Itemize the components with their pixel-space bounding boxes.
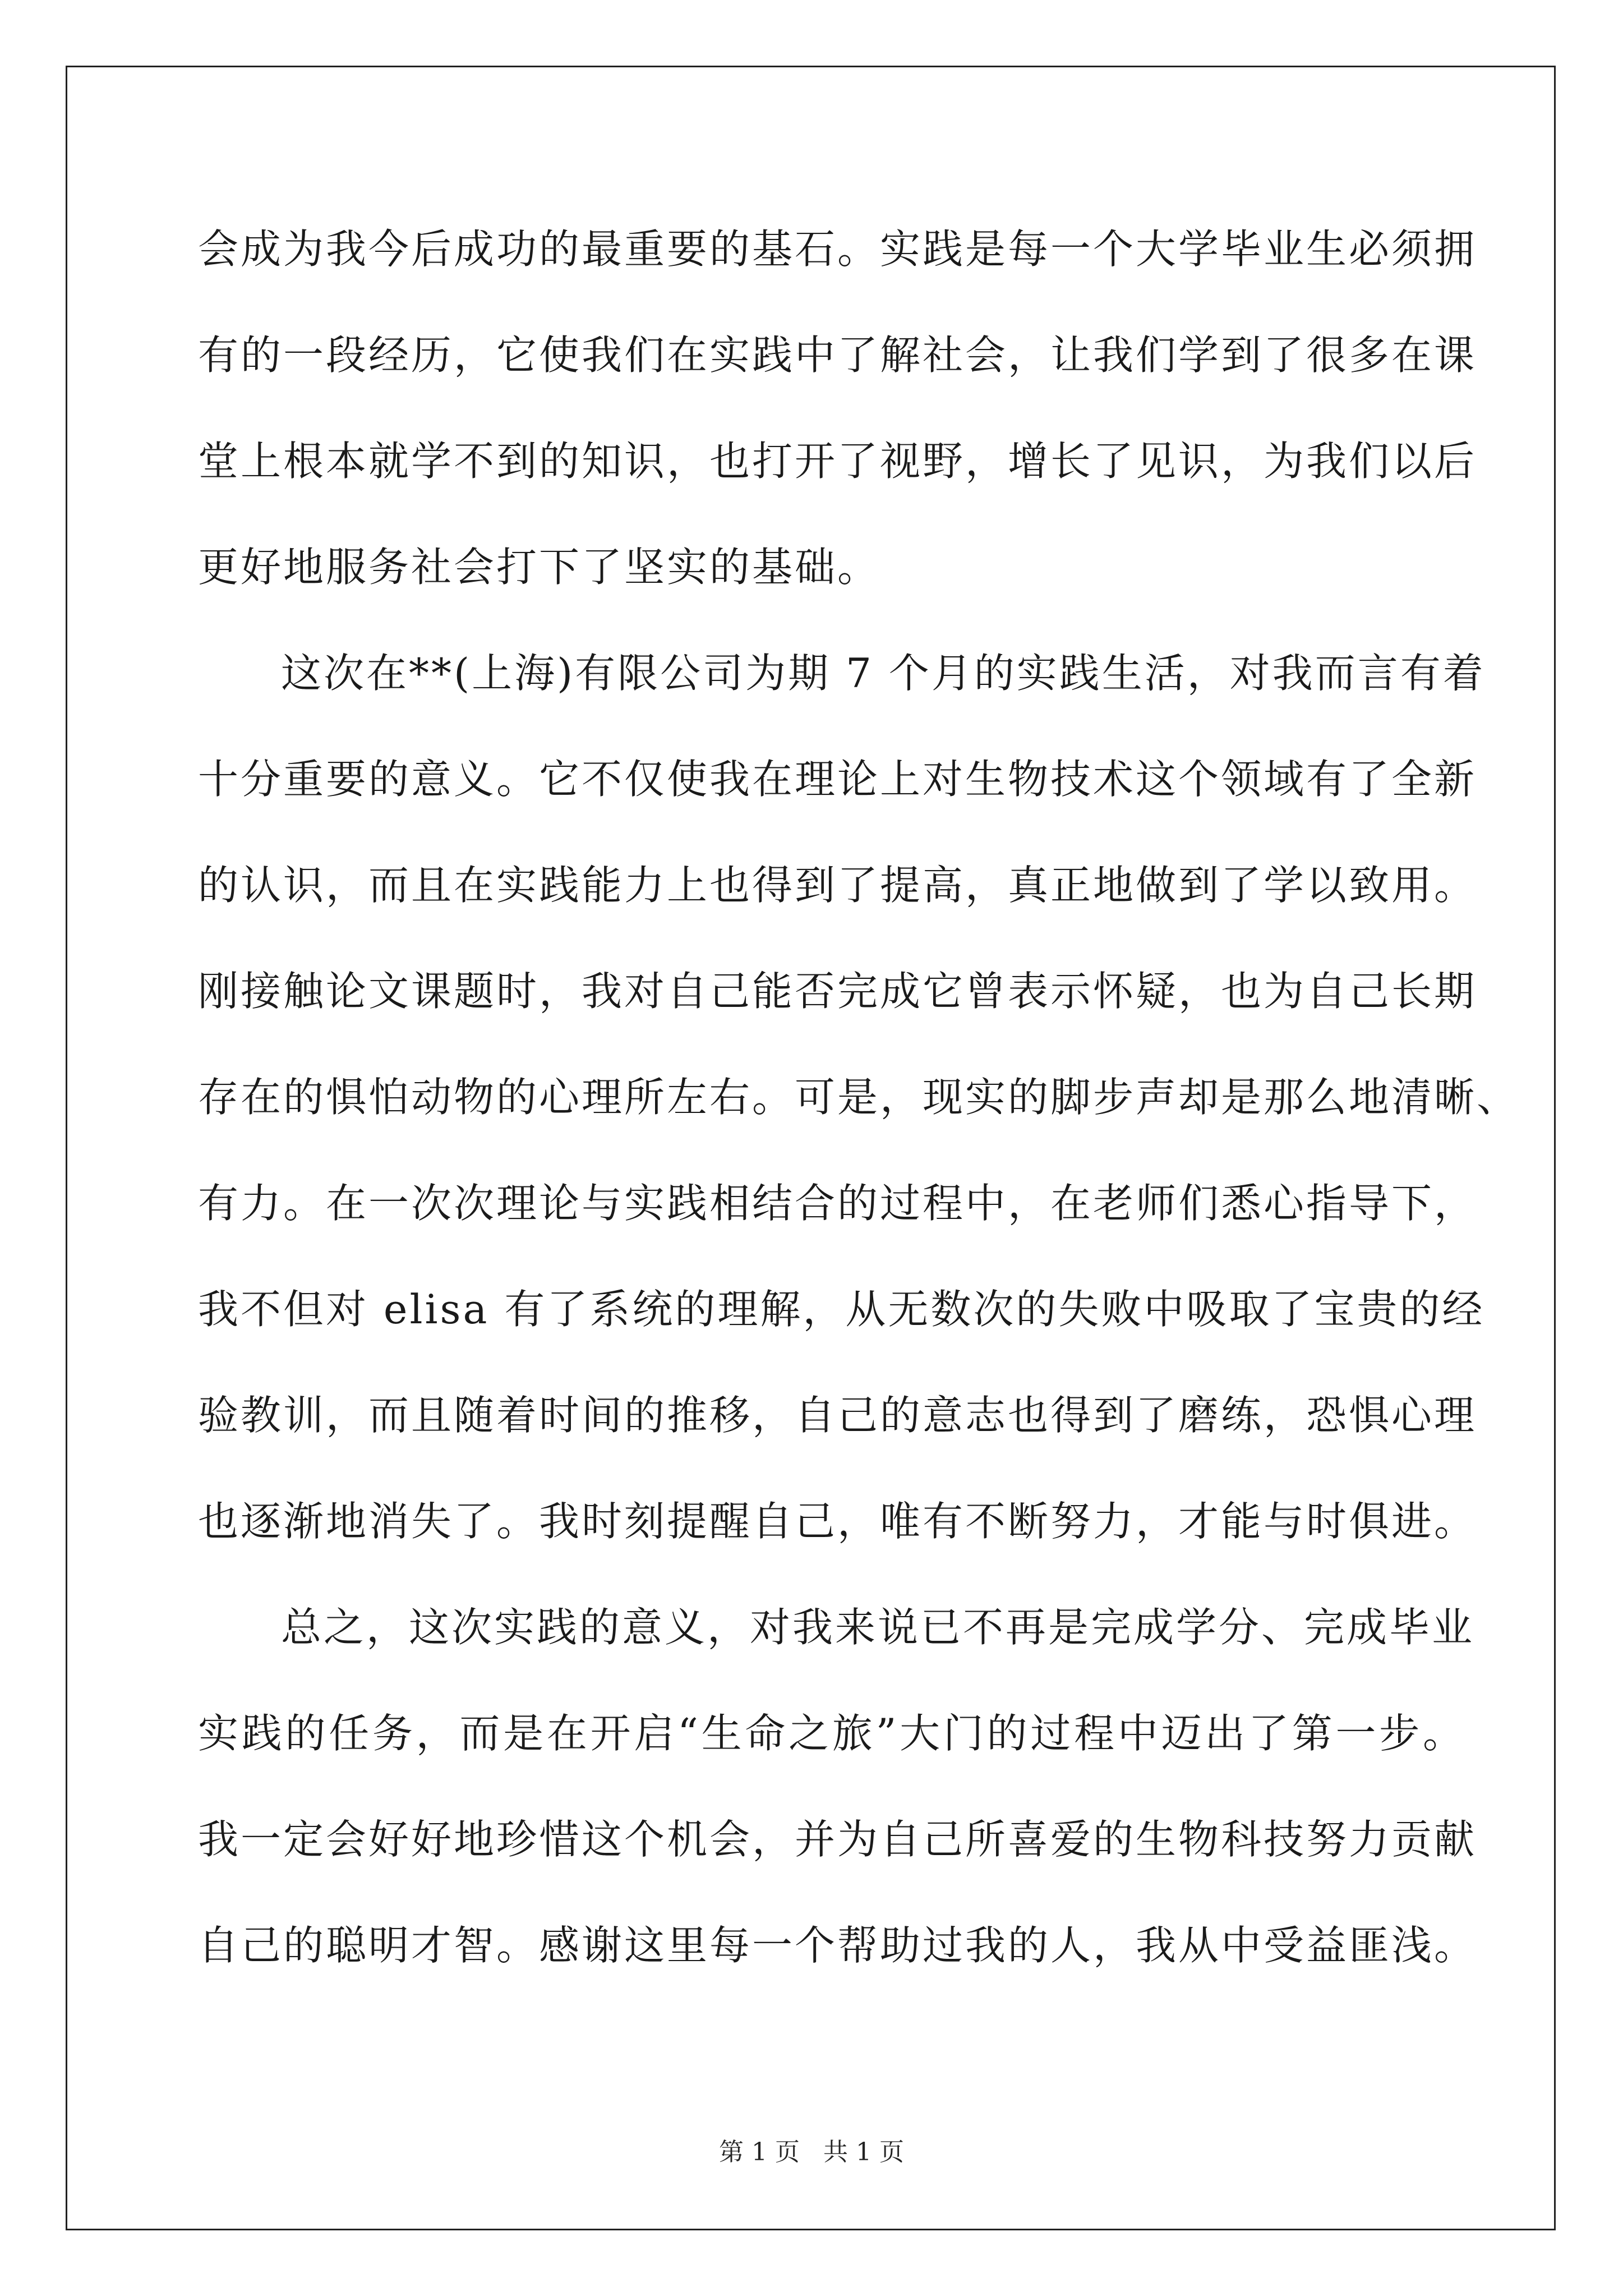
text-line: 总之，这次实践的意义，对我来说已不再是完成学分、完成毕业	[281, 1604, 1475, 1651]
document-body	[198, 221, 1520, 2023]
text-line: 自己的聪明才智。感谢这里每一个帮助过我的人，我从中受益匪浅。	[198, 1922, 1477, 1969]
text-line: 也逐渐地消失了。我时刻提醒自己，唯有不断努力，才能与时俱进。	[198, 1498, 1477, 1545]
text-line: 有的一段经历，它使我们在实践中了解社会，让我们学到了很多在课	[198, 332, 1477, 379]
text-line: 更好地服务社会打下了坚实的基础。	[198, 544, 880, 591]
text-line: 验教训，而且随着时间的推移，自己的意志也得到了磨练，恐惧心理	[198, 1392, 1477, 1439]
text-line: 刚接触论文课题时，我对自己能否完成它曾表示怀疑，也为自己长期	[198, 968, 1477, 1015]
text-line: 堂上根本就学不到的知识，也打开了视野，增长了见识，为我们以后	[198, 438, 1477, 485]
text-line: 实践的任务，而是在开启“生命之旅”大门的过程中迈出了第一步。	[198, 1710, 1465, 1757]
text-line: 我一定会好好地珍惜这个机会，并为自己所喜爱的生物科技努力贡献	[198, 1816, 1477, 1863]
text-line: 有力。在一次次理论与实践相结合的过程中，在老师们悉心指导下，	[198, 1180, 1477, 1227]
text-line: 我不但对 elisa 有了系统的理解，从无数次的失败中吸取了宝贵的经	[198, 1286, 1485, 1333]
text-line: 的认识，而且在实践能力上也得到了提高，真正地做到了学以致用。	[198, 862, 1477, 909]
text-line: 会成为我今后成功的最重要的基石。实践是每一个大学毕业生必须拥	[198, 226, 1477, 273]
text-line: 十分重要的意义。它不仅使我在理论上对生物技术这个领域有了全新	[198, 756, 1477, 803]
text-line: 这次在**(上海)有限公司为期 7 个月的实践生活，对我而言有着	[281, 650, 1486, 697]
text-line: 存在的惧怕动物的心理所左右。可是，现实的脚步声却是那么地清晰、	[198, 1074, 1520, 1121]
page-footer: 第 1 页 共 1 页	[719, 2138, 904, 2166]
